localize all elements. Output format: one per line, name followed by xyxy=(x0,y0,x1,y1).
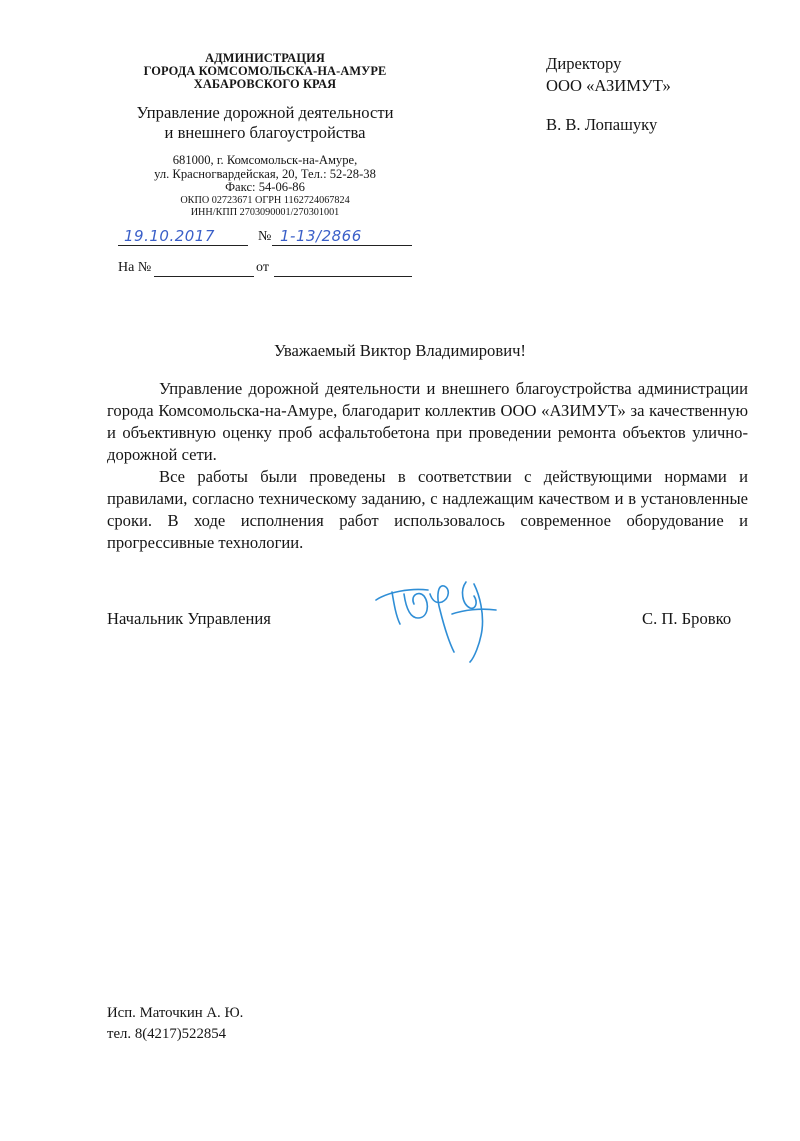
org-name-line-3: ХАБАРОВСКОГО КРАЯ xyxy=(193,77,337,91)
ref-date-underline xyxy=(274,276,412,277)
date-underline xyxy=(118,245,248,246)
addressee-company: ООО «АЗИМУТ» xyxy=(546,76,671,95)
addressee-position: Директору xyxy=(546,54,622,73)
org-name-line-2: ГОРОДА КОМСОМОЛЬСКА-НА-АМУРЕ xyxy=(143,64,387,78)
fax-line: Факс: 54-06-86 xyxy=(225,180,305,194)
number-label: № xyxy=(258,229,272,244)
handwritten-number: 1-13/2866 xyxy=(280,227,362,245)
ref-number-label: На № xyxy=(118,260,152,275)
address-line-2: ул. Красногвардейская, 20, Тел.: 52-28-38 xyxy=(154,166,376,181)
executor-phone: тел. 8(4217)522854 xyxy=(107,1026,227,1042)
okpo-ogrn-line: ОКПО 02723671 ОГРН 1162724067824 xyxy=(180,194,350,206)
ref-from-label: от xyxy=(256,260,269,275)
executor-block xyxy=(107,1003,243,1045)
body-paragraph-1: Управление дорожной деятельности и внешнего благоустройства администрации города Комсомольска-на-Амуре, благодарит коллектив ООО «АЗИМУТ» за качественную и объективную оценку проб асфальтобетона при проведении ремонта объектов улично-дорожной сети. xyxy=(107,379,748,464)
signatory-title: Начальник Управления xyxy=(107,609,271,628)
handwritten-signature xyxy=(370,574,510,666)
handwritten-date: 19.10.2017 xyxy=(124,227,215,245)
letterhead xyxy=(110,52,420,219)
ref-number-underline xyxy=(154,276,254,277)
signatory-name: С. П. Бровко xyxy=(642,609,732,628)
reference-row xyxy=(118,259,412,277)
addressee-name: В. В. Лопашуку xyxy=(546,115,658,134)
letter-body xyxy=(107,378,748,554)
inn-kpp-line: ИНН/КПП 2703090001/270301001 xyxy=(190,206,340,218)
department-line-2: и внешнего благоустройства xyxy=(164,123,366,142)
org-name-line-1: АДМИНИСТРАЦИЯ xyxy=(205,51,325,65)
salutation: Уважаемый Виктор Владимирович! xyxy=(274,341,526,360)
department-line-1: Управление дорожной деятельности xyxy=(136,103,394,122)
body-paragraph-2: Все работы были проведены в соответствии с действующими нормами и правилами, согласно техническому заданию, с надлежащим качеством и в установленные сроки. В ходе исполнения работ использовалось современное оборудование и прогрессивные технологии. xyxy=(107,467,748,552)
executor-name: Исп. Маточкин А. Ю. xyxy=(107,1005,244,1021)
registration-row xyxy=(118,226,412,246)
address-line-1: 681000, г. Комсомольск-на-Амуре, xyxy=(172,153,358,167)
addressee-block xyxy=(546,53,671,136)
number-underline xyxy=(272,245,412,246)
